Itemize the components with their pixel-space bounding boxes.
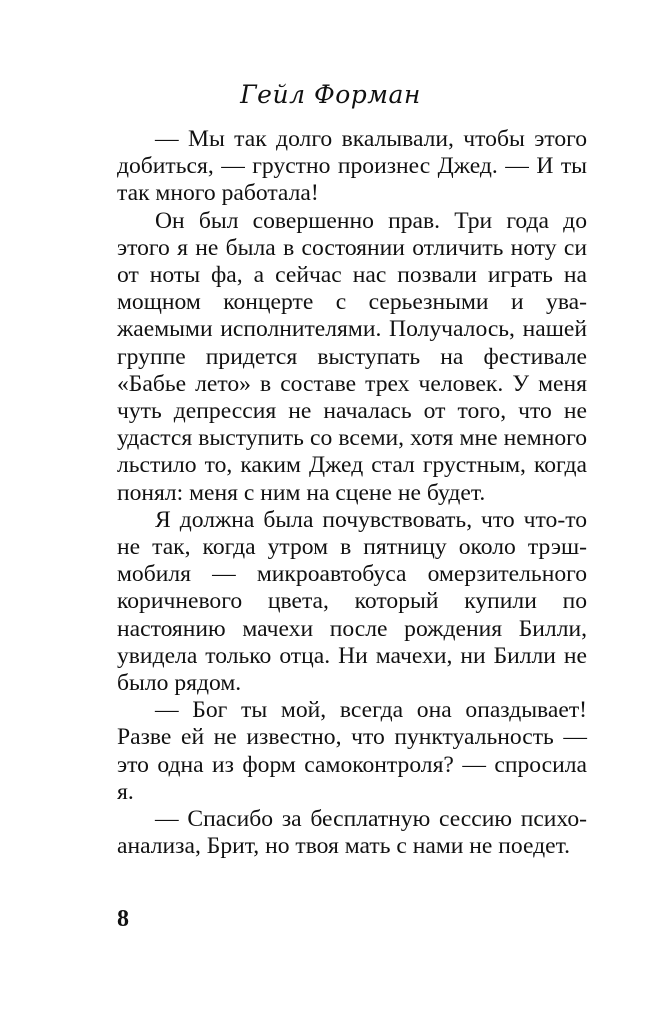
page-number: 8 bbox=[117, 906, 129, 932]
paragraph: Я должна была почувствовать, что что-то не так, когда утром в пятницу около трэш-мобиля — микроавтобуса омерзительного коричневого цвета, который купили по настоянию мачехи после рождения Билли, увидела только отца. Ни мачехи, ни Билли не было рядом. bbox=[117, 506, 587, 697]
paragraph: Он был совершенно прав. Три года до этого я не была в состоянии отличить ноту си от ноты фа, а сейчас нас позвали играть на мощном концерте с серьезными и уважаемыми исполнителями. Получалось, нашей группе придется выступать на фестивале «Бабье лето» в составе трех человек. У меня чуть депрессия не началась от того, что не удастся выступить со всеми, хотя мне немного льстило то, каким Джед стал грустным, когда понял: меня с ним на сцене не будет. bbox=[117, 207, 587, 506]
paragraph: — Мы так долго вкалывали, чтобы этого добиться, — грустно произнес Джед. — И ты так много работала! bbox=[117, 126, 587, 207]
paragraph: — Спасибо за бесплатную сессию психоанализа, Брит, но твоя мать с нами не поедет. bbox=[117, 806, 587, 860]
paragraph: — Бог ты мой, всегда она опаздывает! Разве ей не известно, что пунктуальность — это одна из форм самоконтроля? — спросила я. bbox=[117, 697, 587, 805]
body-text bbox=[117, 126, 587, 860]
running-head-author: Гейл Форман bbox=[240, 80, 421, 109]
